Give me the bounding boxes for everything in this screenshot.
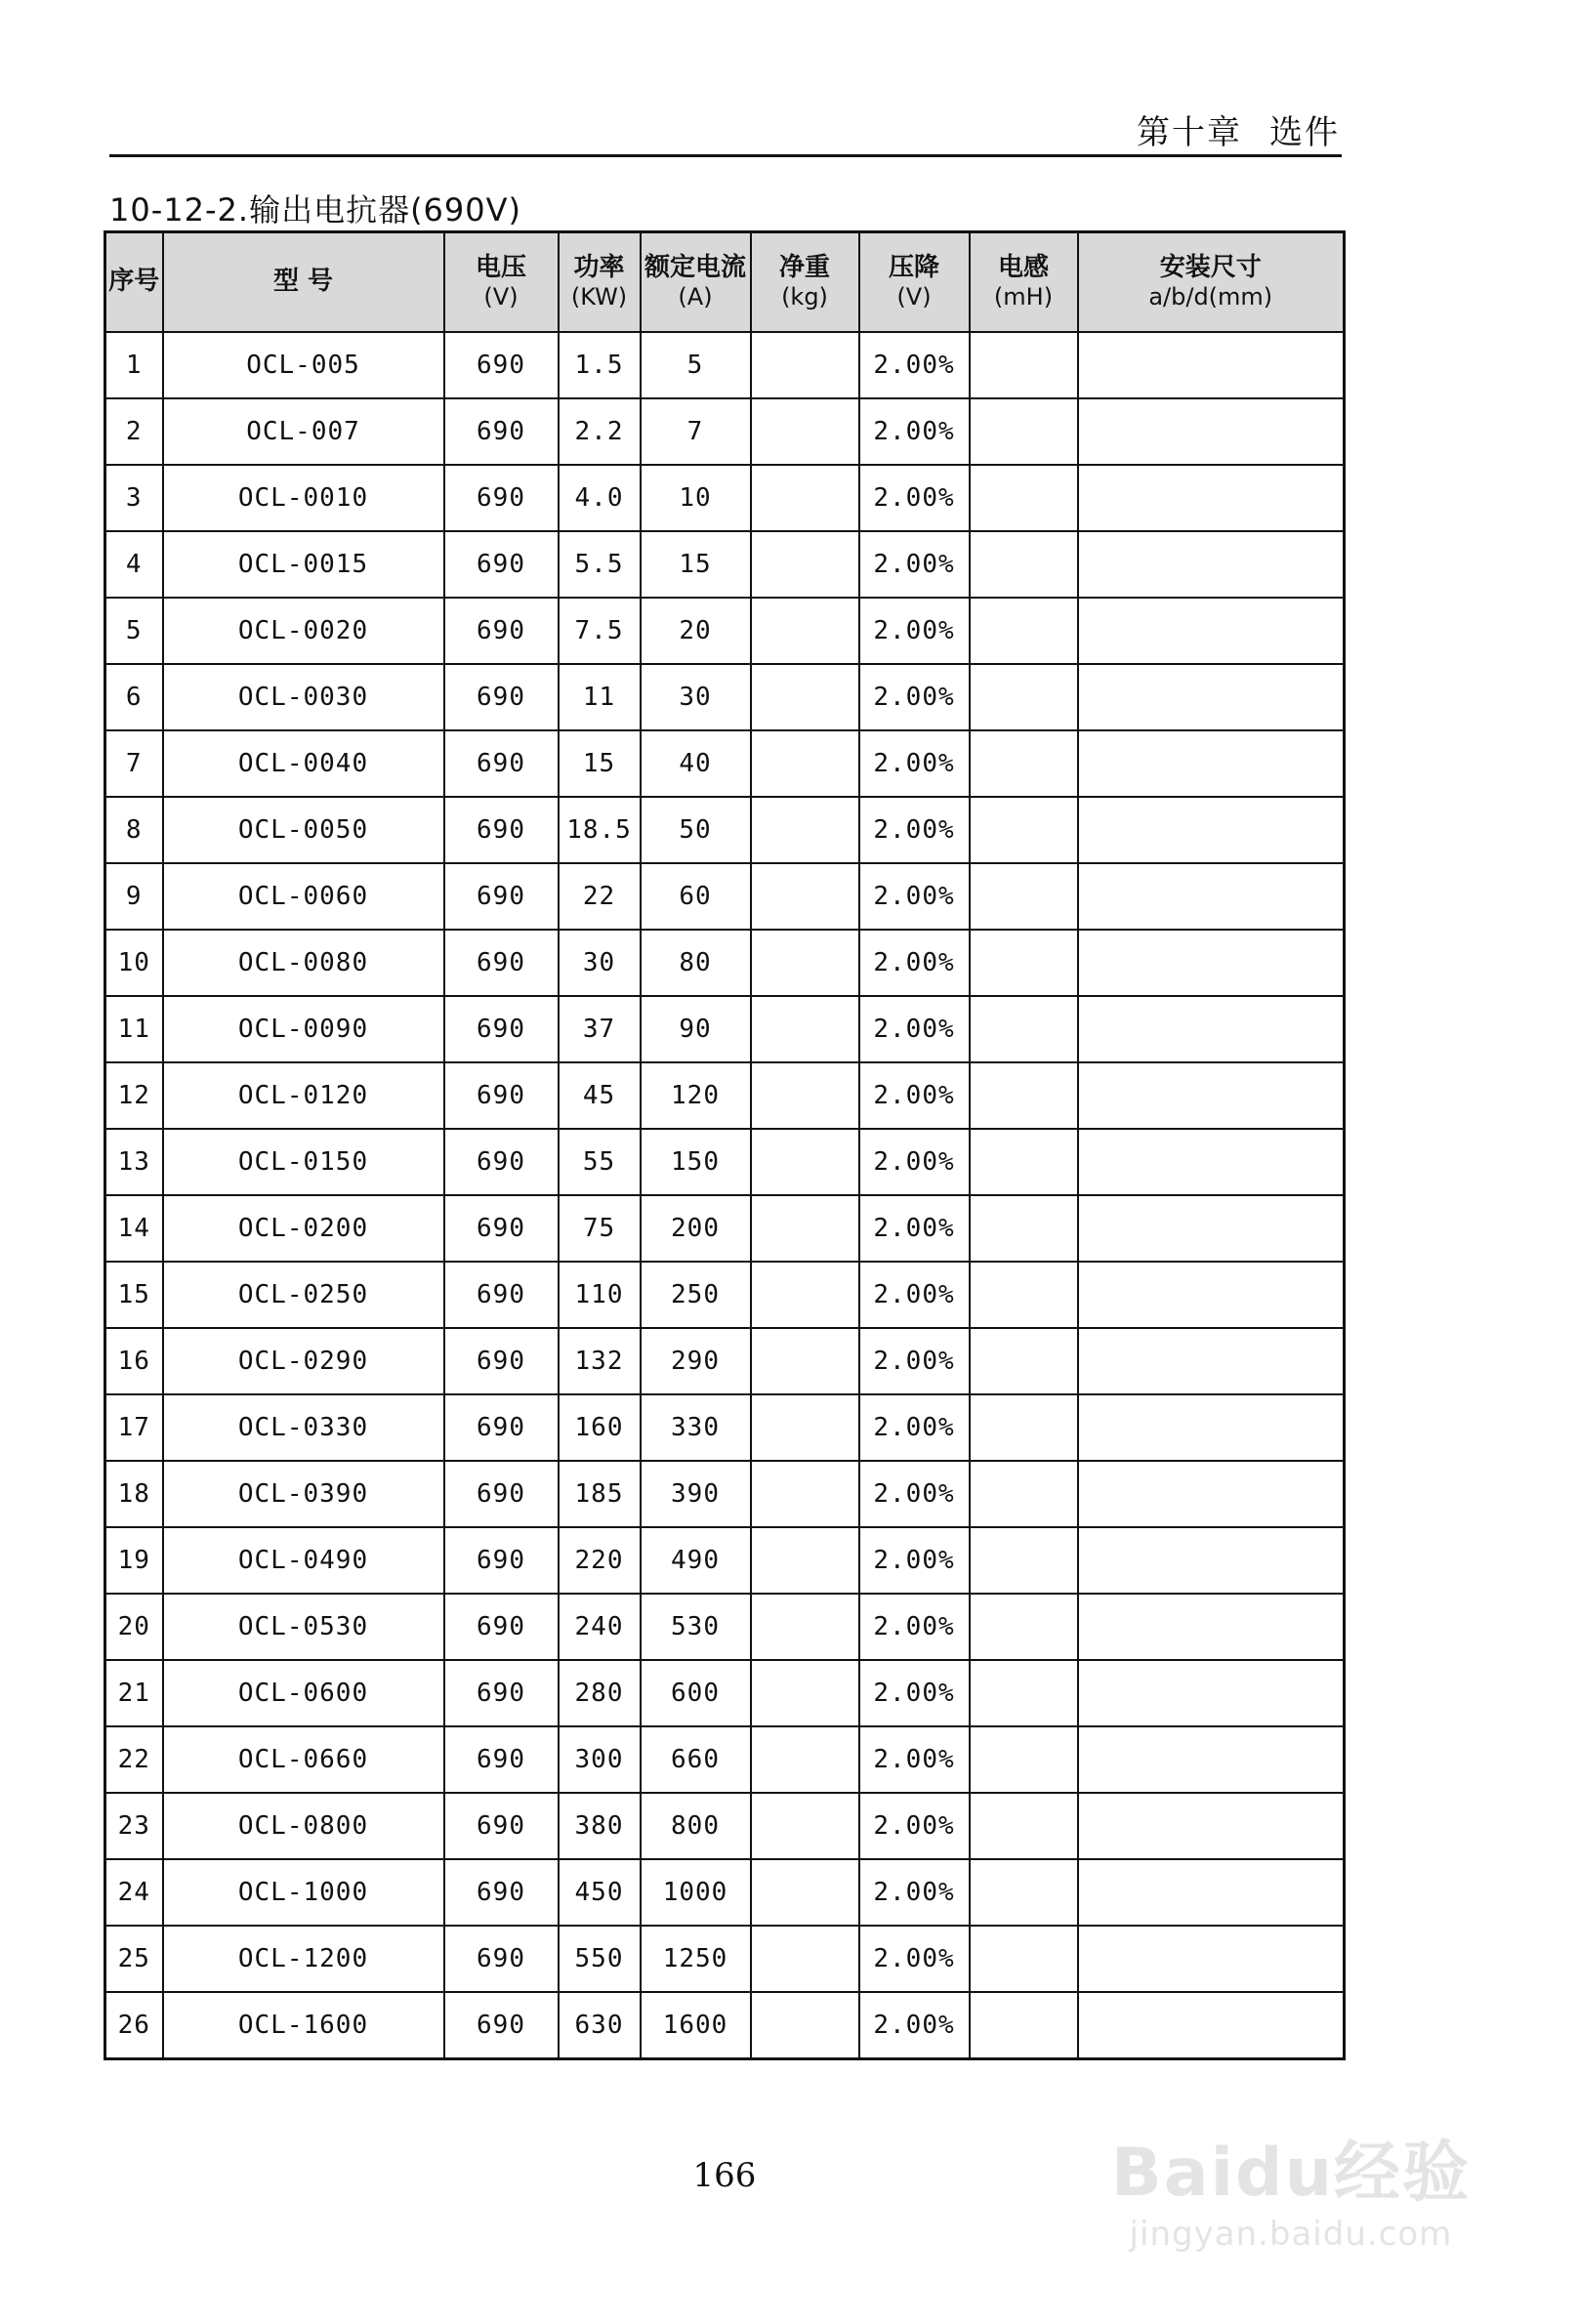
- column-header-label: 型 号: [272, 267, 334, 297]
- table-cell: 23: [105, 1793, 163, 1859]
- column-header-label: 序号: [108, 267, 160, 297]
- column-header: [751, 232, 859, 333]
- table-cell: [751, 1129, 859, 1195]
- table-cell: 2.00%: [859, 797, 970, 863]
- table-cell: [970, 598, 1078, 664]
- table-cell: [1078, 1793, 1345, 1859]
- table-cell: 330: [641, 1394, 751, 1461]
- table-cell: 2.00%: [859, 1660, 970, 1726]
- table-cell: 300: [559, 1726, 641, 1793]
- table-cell: [970, 1062, 1078, 1129]
- chapter-number: 第十章: [1137, 113, 1242, 152]
- column-header-label: 净重: [778, 253, 830, 282]
- table-cell: 690: [444, 598, 559, 664]
- table-cell: 690: [444, 664, 559, 730]
- table-cell: 2.00%: [859, 1328, 970, 1394]
- table-cell: 120: [641, 1062, 751, 1129]
- table-cell: [970, 1527, 1078, 1594]
- table-cell: 13: [105, 1129, 163, 1195]
- table-cell: [1078, 1195, 1345, 1262]
- table-cell: 5: [105, 598, 163, 664]
- table-cell: [751, 1793, 859, 1859]
- table-cell: [1078, 1859, 1345, 1926]
- table-row: [105, 531, 1345, 598]
- table-cell: OCL-0080: [163, 930, 444, 996]
- table-cell: 690: [444, 1195, 559, 1262]
- table-cell: 4.0: [559, 465, 641, 531]
- table-cell: 200: [641, 1195, 751, 1262]
- table-row: [105, 1062, 1345, 1129]
- column-header-unit: (A): [678, 283, 713, 311]
- table-cell: OCL-0660: [163, 1726, 444, 1793]
- table-cell: 690: [444, 1926, 559, 1992]
- table-cell: 7.5: [559, 598, 641, 664]
- table-cell: 800: [641, 1793, 751, 1859]
- table-cell: 240: [559, 1594, 641, 1660]
- table-cell: 37: [559, 996, 641, 1062]
- table-cell: 690: [444, 1394, 559, 1461]
- table-cell: [751, 398, 859, 465]
- table-cell: OCL-0015: [163, 531, 444, 598]
- table-cell: OCL-007: [163, 398, 444, 465]
- table-cell: OCL-0090: [163, 996, 444, 1062]
- table-cell: [1078, 996, 1345, 1062]
- table-cell: OCL-0390: [163, 1461, 444, 1527]
- table-cell: 40: [641, 730, 751, 797]
- table-cell: OCL-0290: [163, 1328, 444, 1394]
- table-cell: 11: [559, 664, 641, 730]
- table-cell: 160: [559, 1394, 641, 1461]
- table-cell: 2.00%: [859, 863, 970, 930]
- table-cell: 550: [559, 1926, 641, 1992]
- table-cell: 630: [559, 1992, 641, 2059]
- column-header: [105, 232, 163, 333]
- table-cell: 1.5: [559, 332, 641, 398]
- table-row: [105, 1726, 1345, 1793]
- table-cell: 380: [559, 1793, 641, 1859]
- table-cell: 1600: [641, 1992, 751, 2059]
- table-cell: 690: [444, 1726, 559, 1793]
- table-cell: [1078, 1461, 1345, 1527]
- table-cell: 11: [105, 996, 163, 1062]
- table-cell: [751, 1594, 859, 1660]
- table-cell: 2.00%: [859, 1461, 970, 1527]
- section-title: 10-12-2.输出电抗器(690V): [109, 191, 522, 228]
- table-cell: 1: [105, 332, 163, 398]
- table-cell: 2.00%: [859, 1129, 970, 1195]
- table-cell: 17: [105, 1394, 163, 1461]
- table-cell: OCL-0050: [163, 797, 444, 863]
- table-row: [105, 1328, 1345, 1394]
- table-cell: [970, 930, 1078, 996]
- table-cell: 690: [444, 1262, 559, 1328]
- table-cell: 390: [641, 1461, 751, 1527]
- table-cell: 12: [105, 1062, 163, 1129]
- table-cell: [970, 1262, 1078, 1328]
- table-cell: OCL-0150: [163, 1129, 444, 1195]
- table-cell: 250: [641, 1262, 751, 1328]
- column-header-label: 安装尺寸: [1159, 253, 1262, 282]
- table-cell: [970, 1394, 1078, 1461]
- table-cell: [1078, 863, 1345, 930]
- table-cell: [970, 1129, 1078, 1195]
- table-cell: [970, 332, 1078, 398]
- table-cell: [1078, 1660, 1345, 1726]
- table-cell: 690: [444, 996, 559, 1062]
- table-cell: 2.00%: [859, 1195, 970, 1262]
- watermark-brand: Baidu经验: [1110, 2135, 1471, 2212]
- table-row: [105, 1660, 1345, 1726]
- table-cell: 450: [559, 1859, 641, 1926]
- table-cell: [751, 465, 859, 531]
- table-cell: 690: [444, 1328, 559, 1394]
- table-row: [105, 1793, 1345, 1859]
- table-cell: [970, 730, 1078, 797]
- table-cell: 2.00%: [859, 1262, 970, 1328]
- table-cell: [751, 996, 859, 1062]
- table-cell: [970, 797, 1078, 863]
- table-cell: 110: [559, 1262, 641, 1328]
- column-header: [970, 232, 1078, 333]
- reactor-spec-table: [104, 230, 1346, 2060]
- table-cell: 19: [105, 1527, 163, 1594]
- column-header: [163, 232, 444, 333]
- table-cell: 690: [444, 1992, 559, 2059]
- table-cell: [751, 664, 859, 730]
- table-cell: OCL-0200: [163, 1195, 444, 1262]
- table-cell: [1078, 1129, 1345, 1195]
- table-cell: 15: [105, 1262, 163, 1328]
- table-cell: OCL-0600: [163, 1660, 444, 1726]
- table-cell: OCL-1000: [163, 1859, 444, 1926]
- chapter-header: [1137, 105, 1340, 153]
- table-cell: 290: [641, 1328, 751, 1394]
- column-header-unit: (V): [483, 283, 519, 311]
- table-cell: 690: [444, 531, 559, 598]
- table-cell: 2.00%: [859, 531, 970, 598]
- table-cell: 2.00%: [859, 1859, 970, 1926]
- column-header-label: 电感: [997, 253, 1049, 282]
- table-cell: 690: [444, 930, 559, 996]
- table-cell: 690: [444, 1660, 559, 1726]
- table-cell: [1078, 1594, 1345, 1660]
- table-cell: 1250: [641, 1926, 751, 1992]
- table-cell: 2.00%: [859, 598, 970, 664]
- table-cell: OCL-1600: [163, 1992, 444, 2059]
- table-row: [105, 1195, 1345, 1262]
- table-cell: 2.00%: [859, 1726, 970, 1793]
- table-cell: [751, 1195, 859, 1262]
- table-cell: 20: [105, 1594, 163, 1660]
- table-cell: 1000: [641, 1859, 751, 1926]
- table-row: [105, 332, 1345, 398]
- table-cell: 150: [641, 1129, 751, 1195]
- table-cell: [1078, 1527, 1345, 1594]
- table-cell: 2.00%: [859, 996, 970, 1062]
- table-cell: [751, 598, 859, 664]
- table-cell: [751, 1328, 859, 1394]
- table-cell: 2.00%: [859, 1594, 970, 1660]
- table-cell: [1078, 664, 1345, 730]
- table-cell: [970, 1461, 1078, 1527]
- column-header: [444, 232, 559, 333]
- table-cell: 2.00%: [859, 398, 970, 465]
- table-cell: 2.00%: [859, 1527, 970, 1594]
- table-cell: [751, 1992, 859, 2059]
- header-rule: [109, 154, 1342, 157]
- table-cell: OCL-0010: [163, 465, 444, 531]
- table-cell: [751, 1859, 859, 1926]
- table-cell: 2.00%: [859, 465, 970, 531]
- table-cell: 6: [105, 664, 163, 730]
- table-cell: 75: [559, 1195, 641, 1262]
- table-cell: 2.00%: [859, 1394, 970, 1461]
- table-row: [105, 1926, 1345, 1992]
- table-cell: [1078, 1394, 1345, 1461]
- table-cell: [1078, 797, 1345, 863]
- table-cell: [1078, 1328, 1345, 1394]
- table-cell: 690: [444, 1062, 559, 1129]
- table-cell: 20: [641, 598, 751, 664]
- table-cell: 60: [641, 863, 751, 930]
- table-cell: 16: [105, 1328, 163, 1394]
- column-header: [859, 232, 970, 333]
- table-cell: [751, 1262, 859, 1328]
- table-cell: [1078, 1992, 1345, 2059]
- table-cell: [751, 1461, 859, 1527]
- table-cell: 15: [641, 531, 751, 598]
- table-cell: [970, 996, 1078, 1062]
- table-cell: OCL-0060: [163, 863, 444, 930]
- table-cell: [970, 1660, 1078, 1726]
- table-cell: [751, 730, 859, 797]
- table-cell: 25: [105, 1926, 163, 1992]
- table-cell: OCL-0530: [163, 1594, 444, 1660]
- table-cell: 690: [444, 1793, 559, 1859]
- table-cell: 4: [105, 531, 163, 598]
- table-cell: [751, 930, 859, 996]
- table-cell: 2.00%: [859, 1926, 970, 1992]
- table-cell: [970, 465, 1078, 531]
- table-cell: 220: [559, 1527, 641, 1594]
- column-header-unit: (mH): [993, 283, 1054, 311]
- table-cell: [751, 531, 859, 598]
- table-cell: 280: [559, 1660, 641, 1726]
- table-cell: [1078, 398, 1345, 465]
- table-cell: 690: [444, 398, 559, 465]
- table-cell: 14: [105, 1195, 163, 1262]
- column-header: [641, 232, 751, 333]
- table-cell: 10: [641, 465, 751, 531]
- table-cell: 22: [105, 1726, 163, 1793]
- table-cell: 18.5: [559, 797, 641, 863]
- table-cell: 2.2: [559, 398, 641, 465]
- table-cell: [970, 863, 1078, 930]
- table-row: [105, 664, 1345, 730]
- column-header-unit: (kg): [781, 283, 828, 311]
- table-cell: 30: [559, 930, 641, 996]
- table-cell: 2.00%: [859, 1793, 970, 1859]
- table-cell: 21: [105, 1660, 163, 1726]
- table-cell: 2.00%: [859, 1992, 970, 2059]
- table-cell: [970, 398, 1078, 465]
- table-cell: 690: [444, 1527, 559, 1594]
- table-cell: 185: [559, 1461, 641, 1527]
- table-cell: 600: [641, 1660, 751, 1726]
- table-cell: OCL-0800: [163, 1793, 444, 1859]
- table-cell: 22: [559, 863, 641, 930]
- table-cell: 690: [444, 1594, 559, 1660]
- table-cell: [1078, 332, 1345, 398]
- table-cell: [970, 1992, 1078, 2059]
- table-cell: [751, 1726, 859, 1793]
- table-row: [105, 465, 1345, 531]
- column-header-unit: (KW): [570, 283, 628, 311]
- watermark: [1110, 2135, 1471, 2254]
- table-cell: 24: [105, 1859, 163, 1926]
- table-cell: 690: [444, 332, 559, 398]
- table-row: [105, 797, 1345, 863]
- table-cell: 690: [444, 1461, 559, 1527]
- table-cell: [1078, 1062, 1345, 1129]
- table-cell: [970, 1726, 1078, 1793]
- table-header-row: [105, 232, 1345, 333]
- table-cell: OCL-005: [163, 332, 444, 398]
- table-cell: 690: [444, 730, 559, 797]
- column-header-unit: (V): [896, 283, 932, 311]
- table-cell: 690: [444, 863, 559, 930]
- table-cell: [1078, 598, 1345, 664]
- table-cell: 7: [641, 398, 751, 465]
- table-row: [105, 863, 1345, 930]
- table-cell: [1078, 1726, 1345, 1793]
- table-cell: 2: [105, 398, 163, 465]
- column-header: [1078, 232, 1345, 333]
- table-cell: [751, 1394, 859, 1461]
- table-cell: 530: [641, 1594, 751, 1660]
- table-row: [105, 1527, 1345, 1594]
- table-cell: 45: [559, 1062, 641, 1129]
- table-cell: [1078, 1262, 1345, 1328]
- table-cell: [1078, 1926, 1345, 1992]
- page-number: 166: [692, 2156, 757, 2195]
- table-cell: [1078, 730, 1345, 797]
- table-cell: 18: [105, 1461, 163, 1527]
- table-row: [105, 398, 1345, 465]
- table-cell: [970, 1926, 1078, 1992]
- table-cell: 690: [444, 1859, 559, 1926]
- table-cell: 690: [444, 797, 559, 863]
- table-row: [105, 1461, 1345, 1527]
- table-cell: [970, 1793, 1078, 1859]
- column-header-label: 额定电流: [644, 253, 746, 282]
- column-header-label: 功率: [573, 253, 625, 282]
- table-cell: OCL-0250: [163, 1262, 444, 1328]
- table-row: [105, 730, 1345, 797]
- table-cell: 2.00%: [859, 1062, 970, 1129]
- table-row: [105, 1992, 1345, 2059]
- table-body: [105, 332, 1345, 2059]
- table-cell: 2.00%: [859, 730, 970, 797]
- column-header: [559, 232, 641, 333]
- table-cell: [751, 863, 859, 930]
- table-cell: [970, 1594, 1078, 1660]
- table-cell: 10: [105, 930, 163, 996]
- table-cell: [970, 1195, 1078, 1262]
- table-cell: 490: [641, 1527, 751, 1594]
- table-cell: OCL-0020: [163, 598, 444, 664]
- table-cell: [751, 1527, 859, 1594]
- table-cell: [970, 1328, 1078, 1394]
- table-cell: 15: [559, 730, 641, 797]
- table-cell: [970, 664, 1078, 730]
- table-cell: 132: [559, 1328, 641, 1394]
- table-cell: 2.00%: [859, 664, 970, 730]
- table-row: [105, 1859, 1345, 1926]
- column-header-label: 电压: [475, 253, 526, 282]
- watermark-domain: jingyan.baidu.com: [1129, 2215, 1453, 2254]
- table-cell: [751, 332, 859, 398]
- table-cell: OCL-0030: [163, 664, 444, 730]
- table-cell: 5: [641, 332, 751, 398]
- table-cell: 690: [444, 465, 559, 531]
- table-cell: OCL-1200: [163, 1926, 444, 1992]
- table-cell: [1078, 465, 1345, 531]
- table-cell: [970, 531, 1078, 598]
- table-cell: [1078, 930, 1345, 996]
- table-cell: [1078, 531, 1345, 598]
- table-cell: [751, 1062, 859, 1129]
- table-cell: 5.5: [559, 531, 641, 598]
- table-cell: OCL-0040: [163, 730, 444, 797]
- table-row: [105, 1394, 1345, 1461]
- table-row: [105, 1129, 1345, 1195]
- table-cell: 2.00%: [859, 332, 970, 398]
- table-cell: 55: [559, 1129, 641, 1195]
- table-cell: 90: [641, 996, 751, 1062]
- table-cell: OCL-0120: [163, 1062, 444, 1129]
- table-row: [105, 1594, 1345, 1660]
- table-cell: 9: [105, 863, 163, 930]
- table-cell: 7: [105, 730, 163, 797]
- chapter-title: 选件: [1269, 113, 1340, 152]
- table-cell: [751, 797, 859, 863]
- table-cell: 660: [641, 1726, 751, 1793]
- column-header-unit: a/b/d(mm): [1148, 283, 1273, 311]
- table-cell: 3: [105, 465, 163, 531]
- table-row: [105, 930, 1345, 996]
- table-cell: OCL-0330: [163, 1394, 444, 1461]
- table-row: [105, 598, 1345, 664]
- table-cell: OCL-0490: [163, 1527, 444, 1594]
- table-cell: 690: [444, 1129, 559, 1195]
- table-cell: [751, 1660, 859, 1726]
- table-cell: 50: [641, 797, 751, 863]
- table-cell: 80: [641, 930, 751, 996]
- table-row: [105, 1262, 1345, 1328]
- table-cell: 8: [105, 797, 163, 863]
- table-cell: 2.00%: [859, 930, 970, 996]
- table-cell: [970, 1859, 1078, 1926]
- table-cell: 30: [641, 664, 751, 730]
- table-cell: [751, 1926, 859, 1992]
- column-header-label: 压降: [888, 253, 939, 282]
- table-cell: 26: [105, 1992, 163, 2059]
- table-row: [105, 996, 1345, 1062]
